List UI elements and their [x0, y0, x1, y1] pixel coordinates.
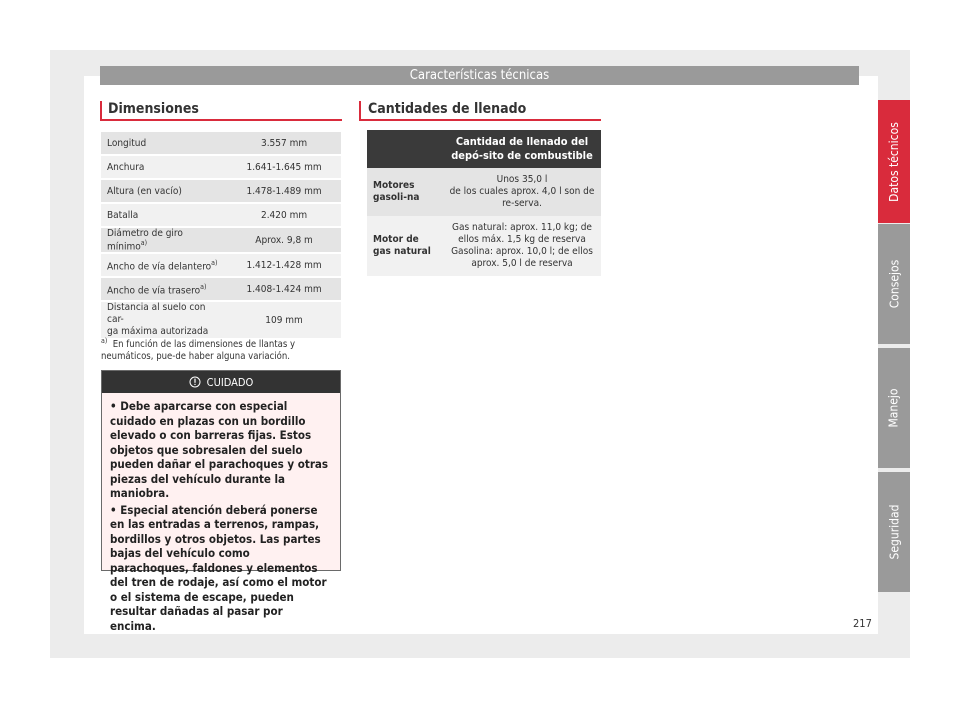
dim-label: Ancho de vía delantero	[107, 260, 212, 272]
dim-label-cell	[101, 253, 227, 277]
exclamation-circle-icon	[189, 376, 201, 388]
dim-value: 1.641-1.645 mm	[227, 155, 341, 179]
dim-value: 1.478-1.489 mm	[227, 179, 341, 203]
dim-label-cell	[101, 227, 227, 253]
footnote-ref: a)	[200, 282, 207, 291]
table-row	[101, 179, 341, 203]
page-number: 217	[853, 617, 872, 630]
chapter-header: Características técnicas	[100, 66, 859, 85]
header-empty-cell	[367, 130, 443, 168]
side-tab-label: Seguridad	[887, 504, 901, 560]
caution-body	[102, 393, 340, 633]
dim-value: Aprox. 9,8 m	[227, 227, 341, 253]
filling-title-underline	[359, 119, 601, 121]
caution-title: CUIDADO	[206, 375, 254, 389]
column-header: Cantidad de llenado del depó-sito de combustible	[443, 130, 601, 168]
dim-value: 3.557 mm	[227, 132, 341, 155]
bullet-icon: •	[110, 399, 117, 413]
table-row	[101, 301, 341, 339]
fill-label: Motores gasoli-na	[367, 168, 443, 216]
table-row	[101, 253, 341, 277]
dim-label: Longitud	[101, 132, 227, 155]
filling-title: Cantidades de llenado	[368, 101, 527, 117]
side-tab-manejo[interactable]	[878, 348, 910, 468]
dim-label-cell	[101, 277, 227, 301]
dim-value: 1.408-1.424 mm	[227, 277, 341, 301]
caution-item-text: Especial atención deberá ponerse en las entradas a terrenos, rampas, bordillos y otros objetos. Las partes bajas del vehículo como parachoques, faldones y elementos del tren de rodaje, así como el motor o el sistema de escape, pueden resultar dañadas al pasar por encima.	[110, 502, 327, 633]
side-tab-seguridad[interactable]	[878, 472, 910, 592]
table-row	[101, 203, 341, 227]
dim-label: Altura (en vacío)	[101, 179, 227, 203]
dim-label: Batalla	[101, 203, 227, 227]
filling-table	[367, 130, 601, 276]
footnote	[101, 335, 341, 363]
table-row	[367, 168, 601, 216]
side-tab-datos-tecnicos[interactable]	[878, 100, 910, 223]
table-header-row	[367, 130, 601, 168]
fill-value: Gas natural: aprox. 11,0 kg; de ellos máx. 1,5 kg de reserva Gasolina: aprox. 10,0 l; de ellos aprox. 5,0 l de reserva	[443, 216, 601, 276]
side-tab-label: Consejos	[887, 259, 901, 309]
dim-value: 109 mm	[227, 301, 341, 339]
dim-value: 1.412-1.428 mm	[227, 253, 341, 277]
dim-value: 2.420 mm	[227, 203, 341, 227]
side-tab-label: Datos técnicos	[887, 121, 902, 202]
side-tab-consejos[interactable]	[878, 224, 910, 344]
table-row	[101, 227, 341, 253]
table-row	[101, 155, 341, 179]
filling-title-accent	[359, 101, 361, 121]
table-row	[101, 132, 341, 155]
caution-item-text: Debe aparcarse con especial cuidado en plazas con un bordillo elevado o con barreras fijas. Estos objetos que sobresalen del suelo pueden dañar el parachoques y otras piezas del vehículo durante la maniobra.	[110, 399, 329, 500]
caution-box	[101, 370, 341, 633]
dim-label: Distancia al suelo con car- ga máxima autorizada	[101, 301, 227, 339]
fill-value: Unos 35,0 l de los cuales aprox. 4,0 l son de re-serva.	[443, 168, 601, 216]
footnote-mark: a)	[101, 337, 108, 345]
dimensions-title-underline	[100, 119, 342, 121]
table-row	[101, 277, 341, 301]
dim-label: Anchura	[101, 155, 227, 179]
dimensions-title: Dimensiones	[108, 101, 199, 117]
caution-item	[110, 399, 332, 501]
side-tab-label: Manejo	[887, 388, 901, 428]
footnote-text: En función de las dimensiones de llantas y neumáticos, pue-de haber alguna variación.	[101, 339, 296, 363]
caution-header	[102, 371, 340, 393]
caution-item	[110, 503, 332, 634]
dim-label: Ancho de vía trasero	[107, 284, 201, 296]
fill-label: Motor de gas natural	[367, 216, 443, 276]
dimensions-title-accent	[100, 101, 102, 121]
footnote-ref: a)	[211, 258, 218, 267]
table-row	[367, 216, 601, 276]
dim-label: Diámetro de giro mínimo	[107, 228, 183, 253]
bullet-icon: •	[110, 502, 117, 517]
dimensions-table	[101, 132, 341, 340]
footnote-ref: a)	[140, 239, 148, 247]
